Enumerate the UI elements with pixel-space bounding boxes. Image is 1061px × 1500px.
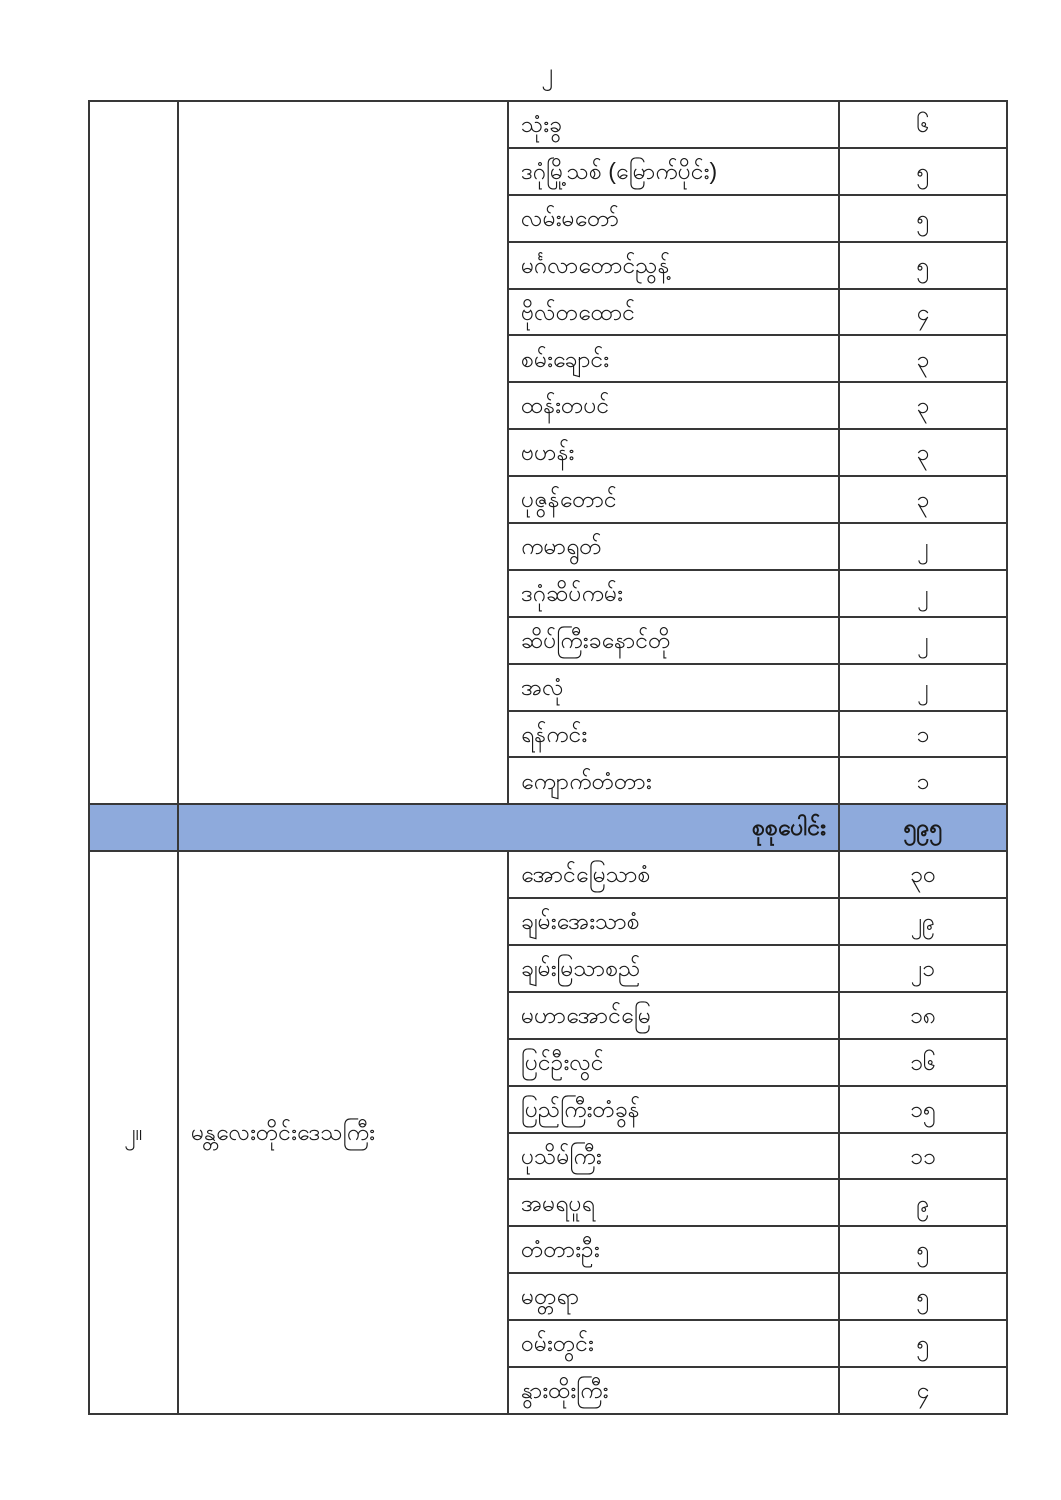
township-count-cell: ၉ xyxy=(839,1179,1007,1226)
total-row xyxy=(89,804,1007,851)
region-name-cell: မန္တလေးတိုင်းဒေသကြီး xyxy=(178,851,508,1414)
table-row xyxy=(89,851,1007,898)
township-count-cell: ၅ xyxy=(839,1226,1007,1273)
township-count-cell: ၁ xyxy=(839,711,1007,758)
township-name-cell: မဟာအောင်မြေ xyxy=(508,992,839,1039)
township-name-cell: တံတားဦး xyxy=(508,1226,839,1273)
township-count-cell: ၅ xyxy=(839,195,1007,242)
township-count-cell: ၃ xyxy=(839,429,1007,476)
township-count-cell: ၄ xyxy=(839,289,1007,336)
township-count-cell: ၆ xyxy=(839,101,1007,148)
township-name-cell: အောင်မြေသာစံ xyxy=(508,851,839,898)
township-count-cell: ၁ xyxy=(839,757,1007,804)
township-name-cell: ပြင်ဦးလွင် xyxy=(508,1039,839,1086)
section-number-cell xyxy=(89,101,178,804)
township-count-cell: ၃၀ xyxy=(839,851,1007,898)
township-name-cell: ဒဂုံမြို့သစ် (မြောက်ပိုင်း) xyxy=(508,148,839,195)
total-row-empty-cell xyxy=(89,804,178,851)
township-count-cell: ၄ xyxy=(839,1367,1007,1414)
township-name-cell: ကမာရွတ် xyxy=(508,523,839,570)
township-name-cell: ပုသိမ်ကြီး xyxy=(508,1133,839,1180)
township-count-cell: ၂၁ xyxy=(839,945,1007,992)
table-body xyxy=(89,101,1007,1414)
township-name-cell: လမ်းမတော် xyxy=(508,195,839,242)
township-count-cell: ၅ xyxy=(839,242,1007,289)
township-count-cell: ၅ xyxy=(839,1320,1007,1367)
township-count-cell: ၅ xyxy=(839,148,1007,195)
township-name-cell: ကျောက်တံတား xyxy=(508,757,839,804)
township-count-cell: ၂၉ xyxy=(839,898,1007,945)
township-name-cell: ဆိပ်ကြီးခနောင်တို xyxy=(508,617,839,664)
township-name-cell: ချမ်းအေးသာစံ xyxy=(508,898,839,945)
township-name-cell: ထန်းတပင် xyxy=(508,382,839,429)
township-name-cell: ဒဂုံဆိပ်ကမ်း xyxy=(508,570,839,617)
township-count-cell: ၁၁ xyxy=(839,1133,1007,1180)
region-township-table xyxy=(88,100,1008,1415)
township-name-cell: မတ္တရာ xyxy=(508,1273,839,1320)
township-name-cell: ပုဇွန်တောင် xyxy=(508,476,839,523)
township-name-cell: ရန်ကင်း xyxy=(508,711,839,758)
township-count-cell: ၅ xyxy=(839,1273,1007,1320)
township-name-cell: အမရပူရ xyxy=(508,1179,839,1226)
township-count-cell: ၃ xyxy=(839,335,1007,382)
total-value-cell: ၅၉၅ xyxy=(839,804,1007,851)
township-count-cell: ၁၅ xyxy=(839,1086,1007,1133)
township-name-cell: အလုံ xyxy=(508,664,839,711)
table-row xyxy=(89,101,1007,148)
township-count-cell: ၂ xyxy=(839,570,1007,617)
township-name-cell: ပြည်ကြီးတံခွန် xyxy=(508,1086,839,1133)
township-name-cell: ချမ်းမြသာစည် xyxy=(508,945,839,992)
township-count-cell: ၃ xyxy=(839,476,1007,523)
township-name-cell: ဗိုလ်တထောင် xyxy=(508,289,839,336)
township-name-cell: ဗဟန်း xyxy=(508,429,839,476)
township-count-cell: ၂ xyxy=(839,523,1007,570)
township-count-cell: ၁၆ xyxy=(839,1039,1007,1086)
township-name-cell: စမ်းချောင်း xyxy=(508,335,839,382)
page-number: ၂ xyxy=(541,59,553,86)
section-number-cell: ၂။ xyxy=(89,851,178,1414)
township-name-cell: သုံးခွ xyxy=(508,101,839,148)
township-name-cell: ဝမ်းတွင်း xyxy=(508,1320,839,1367)
township-count-cell: ၁၈ xyxy=(839,992,1007,1039)
total-label-cell: စုစုပေါင်း xyxy=(178,804,839,851)
township-count-cell: ၂ xyxy=(839,664,1007,711)
township-name-cell: နွားထိုးကြီး xyxy=(508,1367,839,1414)
township-count-cell: ၃ xyxy=(839,382,1007,429)
region-name-cell xyxy=(178,101,508,804)
township-count-cell: ၂ xyxy=(839,617,1007,664)
township-name-cell: မင်္ဂလာတောင်ညွန့် xyxy=(508,242,839,289)
